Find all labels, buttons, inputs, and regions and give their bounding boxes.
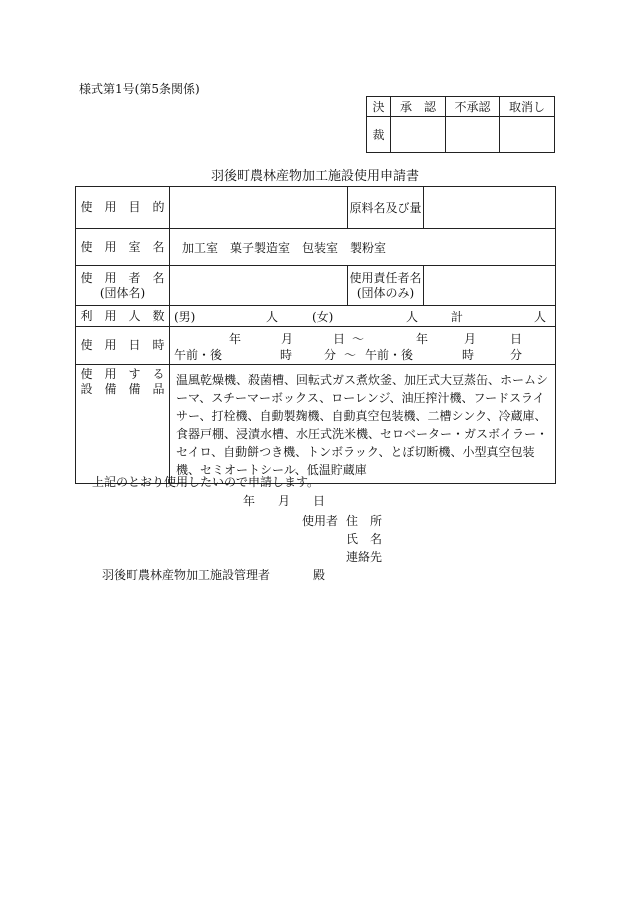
start-month: 月 — [281, 331, 294, 346]
date-tilde: ～ — [352, 331, 365, 346]
form-title: 羽後町農林産物加工施設使用申請書 — [210, 169, 419, 184]
purpose-label: 使 用 目 的 — [76, 187, 170, 229]
start-hour: 時 — [280, 347, 293, 362]
datetime-label: 使 用 日 時 — [76, 327, 170, 365]
total-label: 計 — [451, 310, 464, 324]
approval-box — [366, 96, 555, 153]
responsible-field[interactable] — [424, 266, 556, 306]
cancel-header: 取消し — [500, 97, 555, 117]
user-name-field[interactable] — [170, 266, 348, 306]
cancel-stamp-cell[interactable] — [500, 117, 555, 153]
user-name-label-line2: (団体名) — [99, 285, 146, 300]
female-label: (女) — [312, 310, 334, 324]
address-label: 住 所 — [346, 514, 383, 528]
equipment-label-line2: 設 備 備 品 — [80, 382, 165, 396]
time-tilde: ～ — [344, 347, 357, 362]
male-person-unit: 人 — [266, 310, 279, 324]
applicant-label: 使用者 — [302, 514, 339, 528]
end-hour: 時 — [462, 347, 475, 362]
end-minute: 分 — [510, 347, 523, 362]
start-ampm: 午前・後 — [174, 347, 223, 362]
kessai-bottom: 裁 — [367, 117, 391, 153]
disapprove-header: 不承認 — [446, 97, 500, 117]
user-name-label — [76, 266, 170, 306]
approve-header: 承 認 — [391, 97, 446, 117]
kessai-top: 決 — [367, 97, 391, 117]
equipment-label — [76, 365, 170, 484]
equipment-label-line1: 使 用 す る — [80, 367, 165, 381]
date-month: 月 — [278, 494, 291, 508]
application-table — [75, 186, 556, 484]
equipment-list[interactable]: 温風乾燥機、殺菌槽、回転式ガス煮炊釜、加圧式大豆蒸缶、ホームシーマ、スチーマーボックス、ローレンジ、油圧搾汁機、フードスライサー、打栓機、自動製麹機、自動真空包装機、二槽シンク、冷蔵庫、食器戸棚、浸漬水槽、水圧式洗米機、セロベーター・ガスボイラー・セイロ、自動餅つき機、トンボラック、とぼ切断機、小型真空包装機、セミオートシール、低温貯蔵庫 — [170, 365, 556, 484]
count-label: 利 用 人 数 — [76, 306, 170, 327]
total-person-unit: 人 — [534, 310, 547, 324]
contact-label: 連絡先 — [346, 550, 383, 564]
date-day: 日 — [313, 494, 326, 508]
honorific-dono: 殿 — [313, 568, 326, 582]
male-label: (男) — [174, 310, 196, 324]
responsible-label — [348, 266, 424, 306]
application-statement: 上記のとおり使用したいので申請します。 — [92, 475, 320, 489]
disapprove-stamp-cell[interactable] — [446, 117, 500, 153]
end-ampm: 午前・後 — [365, 347, 414, 362]
material-label: 原料名及び量 — [348, 187, 424, 229]
start-minute: 分 — [324, 347, 337, 362]
end-day: 日 — [510, 331, 523, 346]
responsible-label-line2: (団体のみ) — [356, 285, 415, 300]
end-year: 年 — [416, 331, 429, 346]
user-name-label-line1: 使 用 者 名 — [80, 270, 165, 285]
date-year: 年 — [243, 494, 256, 508]
count-field[interactable] — [170, 306, 556, 327]
end-month: 月 — [464, 331, 477, 346]
addressee: 羽後町農林産物加工施設管理者 — [102, 568, 271, 582]
female-person-unit: 人 — [406, 310, 419, 324]
purpose-field[interactable] — [170, 187, 348, 229]
start-day: 日 — [333, 331, 346, 346]
room-label: 使 用 室 名 — [76, 229, 170, 266]
datetime-field[interactable] — [170, 327, 556, 365]
start-year: 年 — [229, 331, 242, 346]
room-options[interactable]: 加工室 菓子製造室 包装室 製粉室 — [170, 229, 556, 266]
responsible-label-line1: 使用責任者名 — [349, 270, 422, 285]
approve-stamp-cell[interactable] — [391, 117, 446, 153]
name-label: 氏 名 — [346, 532, 383, 546]
form-number: 様式第1号(第5条関係) — [79, 82, 200, 96]
material-field[interactable] — [424, 187, 556, 229]
